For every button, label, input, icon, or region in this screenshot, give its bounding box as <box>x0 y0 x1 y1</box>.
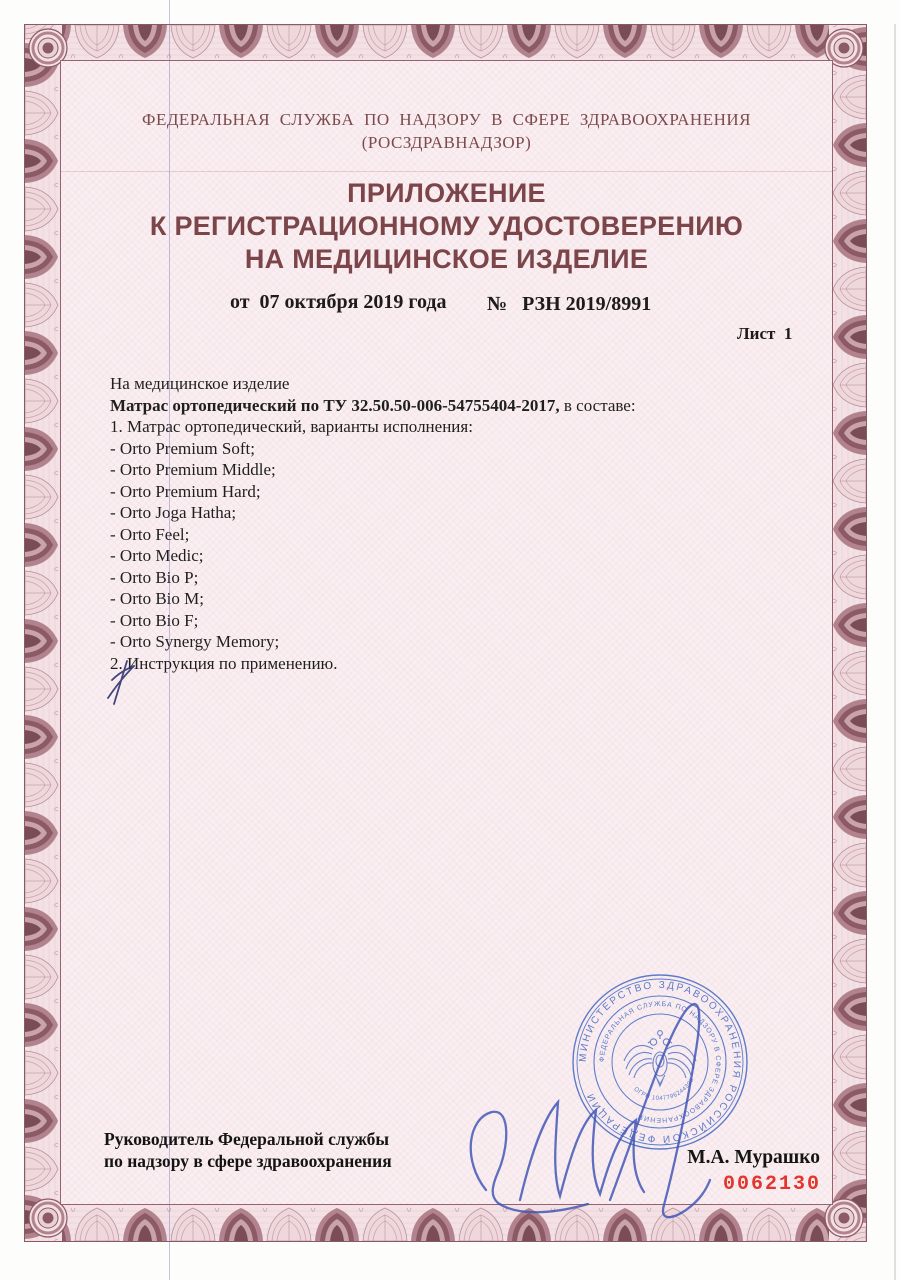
serial-number: 0062130 <box>722 1173 821 1196</box>
body-line: - Orto Bio F; <box>110 610 199 630</box>
body-line: - Orto Medic; <box>110 546 204 565</box>
stamp-outer-ring-text: МИНИСТЕРСТВО ЗДРАВООХРАНЕНИЯ РОССИЙСКОЙ ФЕДЕРАЦИИ <box>577 979 743 1145</box>
title-line3: НА МЕДИЦИНСКОЕ ИЗДЕЛИЕ <box>244 244 649 274</box>
signer-name: М.А. Мурашко <box>687 1147 820 1168</box>
signer-title <box>104 1128 392 1172</box>
sheet-number: Лист 1 <box>737 324 793 343</box>
border-band-right <box>829 25 866 1241</box>
body-line: - Orto Bio P; <box>110 567 199 587</box>
signer-title-line2: по надзору в сфере здравоохранения <box>104 1151 392 1171</box>
body-line: - Orto Feel; <box>110 524 190 544</box>
body-line: - Orto Premium Hard; <box>110 481 261 501</box>
body-line: Матрас ортопедический по ТУ 32.50.50-006-54755404-2017, в составе: <box>110 395 636 415</box>
authority-line2: (РОСЗДРАВНАДЗОР) <box>361 133 532 152</box>
body-line: - Orto Premium Middle; <box>110 460 276 479</box>
scan-fold-line <box>169 0 170 1280</box>
authority-line1: ФЕДЕРАЛЬНАЯ СЛУЖБА ПО НАДЗОРУ В СФЕРЕ ЗДРАВООХРАНЕНИЯ <box>142 110 751 129</box>
signature-icon <box>440 980 730 1225</box>
stamp-inner-ring-text: ФЕДЕРАЛЬНАЯ СЛУЖБА ПО НАДЗОРУ В СФЕРЕ ЗДРАВООХРАНЕНИЯ <box>598 1000 722 1124</box>
body-line: - Orto Synergy Memory; <box>110 632 280 651</box>
issuing-authority <box>60 108 833 154</box>
title-line2: К РЕГИСТРАЦИОННОМУ УДОСТОВЕРЕНИЮ <box>149 211 744 241</box>
body-line: - Orto Joga Hatha; <box>110 503 237 522</box>
document-title <box>60 177 833 276</box>
body-lines <box>110 373 780 674</box>
scan-crease-line <box>61 171 832 172</box>
border-band-left <box>25 25 62 1241</box>
handwritten-paraph-icon <box>100 658 146 710</box>
body-line: 1. Матрас ортопедический, варианты исполнения: <box>110 417 473 436</box>
title-line1: ПРИЛОЖЕНИЕ <box>347 178 546 208</box>
scan-edge-shadow <box>894 24 896 1280</box>
registration-number: № РЗН 2019/8991 <box>487 293 652 315</box>
body-line: 2. Инструкция по применению. <box>110 653 338 673</box>
border-band-top <box>25 25 866 62</box>
body-line: На медицинское изделие <box>110 374 290 393</box>
issue-date: от 07 октября 2019 года <box>230 291 447 313</box>
body-line: - Orto Premium Soft; <box>110 438 255 458</box>
body-line: - Orto Bio M; <box>110 589 204 608</box>
signer-title-line1: Руководитель Федеральной службы <box>104 1129 390 1149</box>
stamp-ogrn-text: ОГРН 1047796244396 <box>632 1077 696 1102</box>
